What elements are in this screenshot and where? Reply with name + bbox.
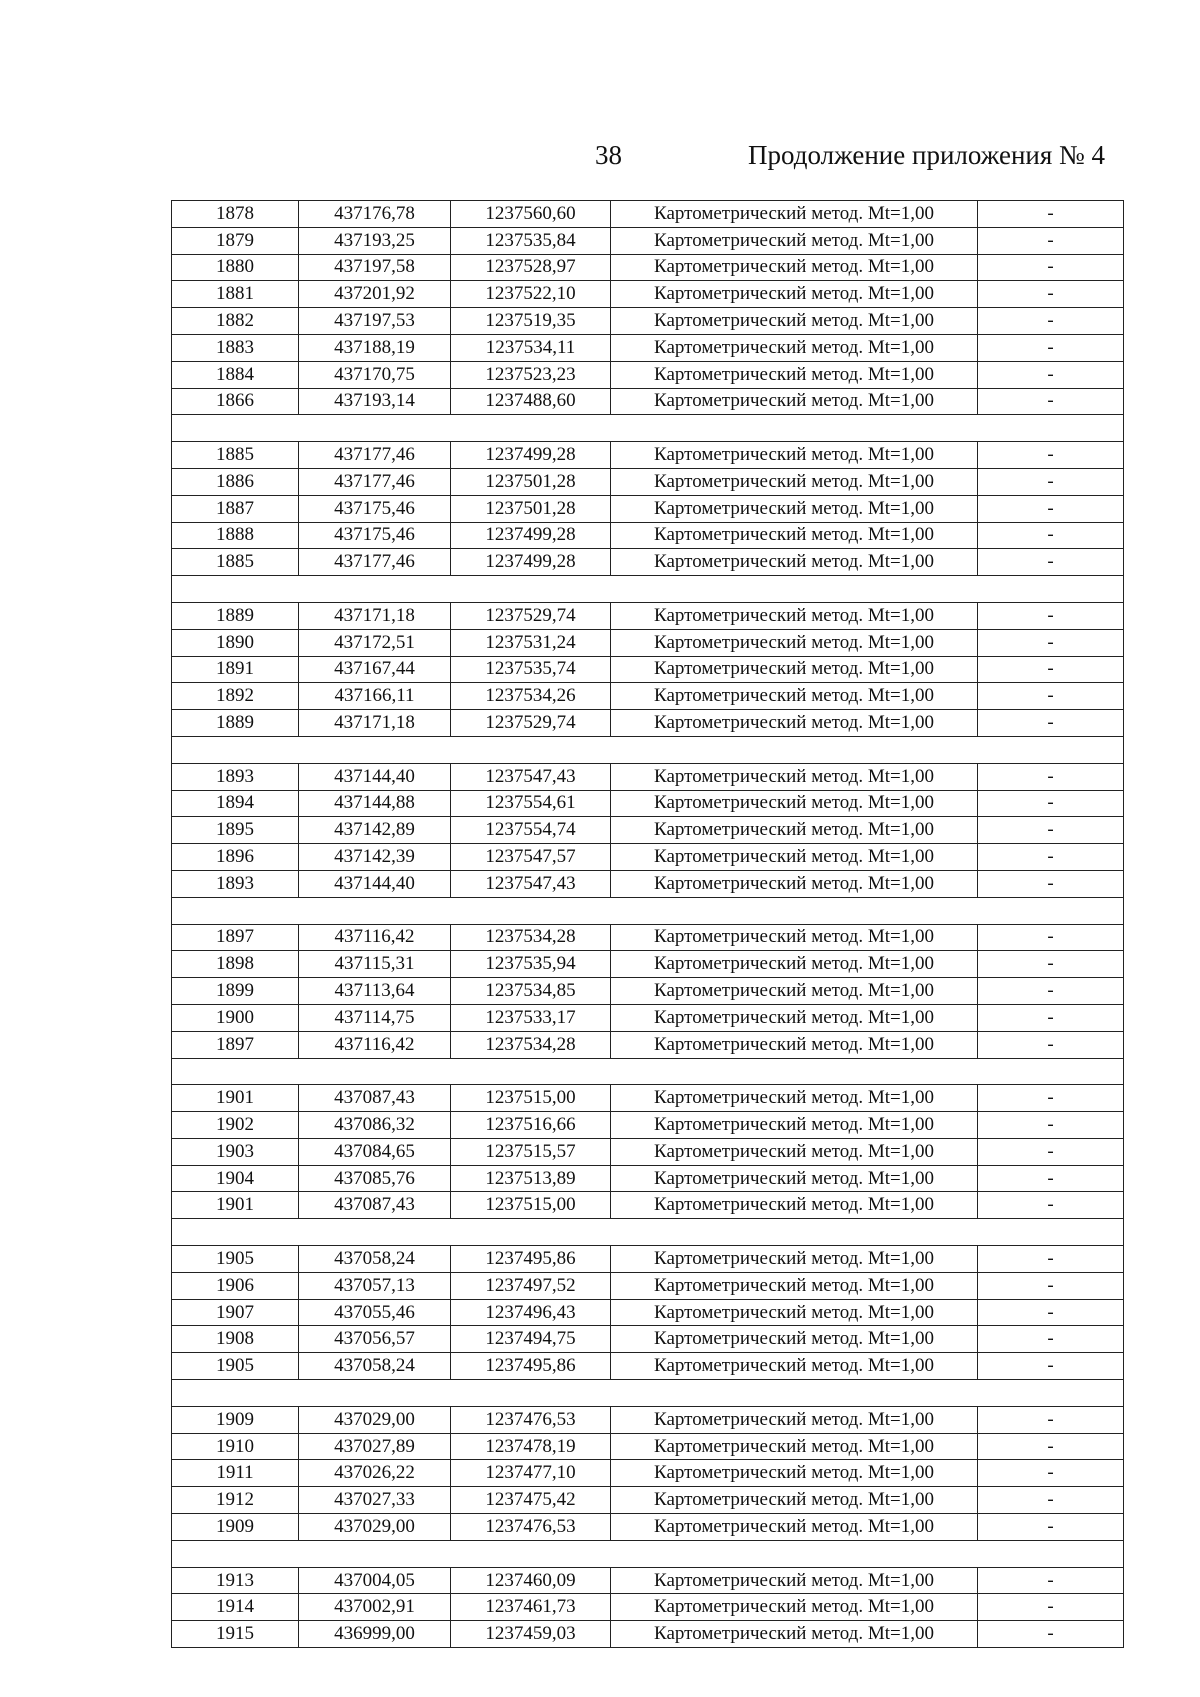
- method-cell: Картометрический метод. Mt=1,00: [611, 817, 978, 844]
- y-coordinate-cell: 1237496,43: [451, 1299, 611, 1326]
- x-coordinate-cell: 437002,91: [299, 1594, 451, 1621]
- group-separator-row: [172, 1219, 1124, 1246]
- point-number-cell: 1884: [172, 361, 299, 388]
- note-cell: -: [978, 790, 1124, 817]
- table-row: [172, 495, 1124, 522]
- x-coordinate-cell: 437085,76: [299, 1165, 451, 1192]
- point-number-cell: 1894: [172, 790, 299, 817]
- group-separator-row: [172, 897, 1124, 924]
- x-coordinate-cell: 437029,00: [299, 1406, 451, 1433]
- note-cell: -: [978, 308, 1124, 335]
- table-row: [172, 1353, 1124, 1380]
- table-row: [172, 1433, 1124, 1460]
- point-number-cell: 1879: [172, 227, 299, 254]
- point-number-cell: 1915: [172, 1621, 299, 1648]
- table-row: [172, 388, 1124, 415]
- note-cell: -: [978, 468, 1124, 495]
- method-cell: Картометрический метод. Mt=1,00: [611, 1406, 978, 1433]
- point-number-cell: 1878: [172, 201, 299, 228]
- method-cell: Картометрический метод. Mt=1,00: [611, 602, 978, 629]
- table-row: [172, 1004, 1124, 1031]
- point-number-cell: 1913: [172, 1567, 299, 1594]
- x-coordinate-cell: 437144,88: [299, 790, 451, 817]
- y-coordinate-cell: 1237547,43: [451, 763, 611, 790]
- note-cell: -: [978, 1085, 1124, 1112]
- method-cell: Картометрический метод. Mt=1,00: [611, 1112, 978, 1139]
- x-coordinate-cell: 437172,51: [299, 629, 451, 656]
- table-row: [172, 1514, 1124, 1541]
- y-coordinate-cell: 1237495,86: [451, 1246, 611, 1273]
- note-cell: -: [978, 1487, 1124, 1514]
- method-cell: Картометрический метод. Mt=1,00: [611, 1165, 978, 1192]
- method-cell: Картометрический метод. Mt=1,00: [611, 1621, 978, 1648]
- page-caption: Продолжение приложения № 4: [748, 140, 1106, 170]
- table-row: [172, 1460, 1124, 1487]
- note-cell: -: [978, 549, 1124, 576]
- point-number-cell: 1905: [172, 1353, 299, 1380]
- table-row: [172, 1594, 1124, 1621]
- point-number-cell: 1889: [172, 602, 299, 629]
- point-number-cell: 1905: [172, 1246, 299, 1273]
- point-number-cell: 1882: [172, 308, 299, 335]
- y-coordinate-cell: 1237475,42: [451, 1487, 611, 1514]
- table-row: [172, 656, 1124, 683]
- x-coordinate-cell: 437004,05: [299, 1567, 451, 1594]
- method-cell: Картометрический метод. Mt=1,00: [611, 1031, 978, 1058]
- y-coordinate-cell: 1237515,00: [451, 1085, 611, 1112]
- method-cell: Картометрический метод. Mt=1,00: [611, 1299, 978, 1326]
- table-row: [172, 683, 1124, 710]
- note-cell: -: [978, 1004, 1124, 1031]
- y-coordinate-cell: 1237533,17: [451, 1004, 611, 1031]
- y-coordinate-cell: 1237554,61: [451, 790, 611, 817]
- method-cell: Картометрический метод. Mt=1,00: [611, 1138, 978, 1165]
- y-coordinate-cell: 1237460,09: [451, 1567, 611, 1594]
- table-row: [172, 951, 1124, 978]
- point-number-cell: 1893: [172, 763, 299, 790]
- table-row: [172, 978, 1124, 1005]
- method-cell: Картометрический метод. Mt=1,00: [611, 468, 978, 495]
- y-coordinate-cell: 1237560,60: [451, 201, 611, 228]
- point-number-cell: 1903: [172, 1138, 299, 1165]
- note-cell: -: [978, 1272, 1124, 1299]
- x-coordinate-cell: 437175,46: [299, 522, 451, 549]
- point-number-cell: 1910: [172, 1433, 299, 1460]
- y-coordinate-cell: 1237501,28: [451, 468, 611, 495]
- group-separator-row: [172, 1058, 1124, 1085]
- x-coordinate-cell: 437086,32: [299, 1112, 451, 1139]
- y-coordinate-cell: 1237535,94: [451, 951, 611, 978]
- point-number-cell: 1909: [172, 1406, 299, 1433]
- note-cell: -: [978, 1326, 1124, 1353]
- x-coordinate-cell: 437026,22: [299, 1460, 451, 1487]
- point-number-cell: 1883: [172, 334, 299, 361]
- x-coordinate-cell: 437144,40: [299, 870, 451, 897]
- point-number-cell: 1886: [172, 468, 299, 495]
- point-number-cell: 1885: [172, 442, 299, 469]
- x-coordinate-cell: 437177,46: [299, 468, 451, 495]
- note-cell: -: [978, 656, 1124, 683]
- separator-cell: [172, 1380, 1124, 1407]
- y-coordinate-cell: 1237522,10: [451, 281, 611, 308]
- x-coordinate-cell: 437175,46: [299, 495, 451, 522]
- x-coordinate-cell: 437058,24: [299, 1246, 451, 1273]
- separator-cell: [172, 415, 1124, 442]
- method-cell: Картометрический метод. Mt=1,00: [611, 951, 978, 978]
- x-coordinate-cell: 437056,57: [299, 1326, 451, 1353]
- x-coordinate-cell: 437087,43: [299, 1085, 451, 1112]
- method-cell: Картометрический метод. Mt=1,00: [611, 870, 978, 897]
- y-coordinate-cell: 1237547,57: [451, 844, 611, 871]
- x-coordinate-cell: 437201,92: [299, 281, 451, 308]
- table-row: [172, 1567, 1124, 1594]
- method-cell: Картометрический метод. Mt=1,00: [611, 281, 978, 308]
- x-coordinate-cell: 437114,75: [299, 1004, 451, 1031]
- method-cell: Картометрический метод. Mt=1,00: [611, 1353, 978, 1380]
- x-coordinate-cell: 437193,14: [299, 388, 451, 415]
- point-number-cell: 1895: [172, 817, 299, 844]
- table-row: [172, 1621, 1124, 1648]
- note-cell: -: [978, 1192, 1124, 1219]
- note-cell: -: [978, 495, 1124, 522]
- x-coordinate-cell: 437193,25: [299, 227, 451, 254]
- point-number-cell: 1892: [172, 683, 299, 710]
- note-cell: -: [978, 1567, 1124, 1594]
- note-cell: -: [978, 1460, 1124, 1487]
- table-row: [172, 1192, 1124, 1219]
- separator-cell: [172, 1058, 1124, 1085]
- x-coordinate-cell: 437142,89: [299, 817, 451, 844]
- x-coordinate-cell: 437027,89: [299, 1433, 451, 1460]
- point-number-cell: 1890: [172, 629, 299, 656]
- method-cell: Картометрический метод. Mt=1,00: [611, 442, 978, 469]
- table-row: [172, 710, 1124, 737]
- x-coordinate-cell: 437170,75: [299, 361, 451, 388]
- point-number-cell: 1885: [172, 549, 299, 576]
- y-coordinate-cell: 1237476,53: [451, 1406, 611, 1433]
- method-cell: Картометрический метод. Mt=1,00: [611, 978, 978, 1005]
- y-coordinate-cell: 1237531,24: [451, 629, 611, 656]
- y-coordinate-cell: 1237494,75: [451, 1326, 611, 1353]
- x-coordinate-cell: 437084,65: [299, 1138, 451, 1165]
- method-cell: Картометрический метод. Mt=1,00: [611, 683, 978, 710]
- point-number-cell: 1881: [172, 281, 299, 308]
- method-cell: Картометрический метод. Mt=1,00: [611, 388, 978, 415]
- point-number-cell: 1908: [172, 1326, 299, 1353]
- note-cell: -: [978, 1353, 1124, 1380]
- point-number-cell: 1914: [172, 1594, 299, 1621]
- note-cell: -: [978, 522, 1124, 549]
- x-coordinate-cell: 437144,40: [299, 763, 451, 790]
- table-row: [172, 1246, 1124, 1273]
- x-coordinate-cell: 436999,00: [299, 1621, 451, 1648]
- table-row: [172, 1085, 1124, 1112]
- note-cell: -: [978, 227, 1124, 254]
- x-coordinate-cell: 437166,11: [299, 683, 451, 710]
- method-cell: Картометрический метод. Mt=1,00: [611, 495, 978, 522]
- x-coordinate-cell: 437197,53: [299, 308, 451, 335]
- point-number-cell: 1889: [172, 710, 299, 737]
- y-coordinate-cell: 1237534,85: [451, 978, 611, 1005]
- table-row: [172, 1138, 1124, 1165]
- point-number-cell: 1888: [172, 522, 299, 549]
- table-row: [172, 1112, 1124, 1139]
- y-coordinate-cell: 1237534,26: [451, 683, 611, 710]
- separator-cell: [172, 736, 1124, 763]
- y-coordinate-cell: 1237515,57: [451, 1138, 611, 1165]
- table-row: [172, 602, 1124, 629]
- note-cell: -: [978, 1621, 1124, 1648]
- y-coordinate-cell: 1237519,35: [451, 308, 611, 335]
- note-cell: -: [978, 978, 1124, 1005]
- note-cell: -: [978, 710, 1124, 737]
- x-coordinate-cell: 437116,42: [299, 1031, 451, 1058]
- separator-cell: [172, 1540, 1124, 1567]
- table-row: [172, 629, 1124, 656]
- method-cell: Картометрический метод. Mt=1,00: [611, 1246, 978, 1273]
- method-cell: Картометрический метод. Mt=1,00: [611, 1085, 978, 1112]
- y-coordinate-cell: 1237515,00: [451, 1192, 611, 1219]
- table-row: [172, 1406, 1124, 1433]
- point-number-cell: 1911: [172, 1460, 299, 1487]
- table-row: [172, 790, 1124, 817]
- x-coordinate-cell: 437171,18: [299, 710, 451, 737]
- y-coordinate-cell: 1237534,28: [451, 924, 611, 951]
- coordinates-table-body: [172, 201, 1124, 1648]
- table-row: [172, 281, 1124, 308]
- x-coordinate-cell: 437115,31: [299, 951, 451, 978]
- method-cell: Картометрический метод. Mt=1,00: [611, 1004, 978, 1031]
- point-number-cell: 1897: [172, 1031, 299, 1058]
- table-row: [172, 442, 1124, 469]
- method-cell: Картометрический метод. Mt=1,00: [611, 844, 978, 871]
- x-coordinate-cell: 437188,19: [299, 334, 451, 361]
- note-cell: -: [978, 361, 1124, 388]
- method-cell: Картометрический метод. Mt=1,00: [611, 763, 978, 790]
- method-cell: Картометрический метод. Mt=1,00: [611, 629, 978, 656]
- method-cell: Картометрический метод. Mt=1,00: [611, 1326, 978, 1353]
- method-cell: Картометрический метод. Mt=1,00: [611, 1514, 978, 1541]
- note-cell: -: [978, 844, 1124, 871]
- note-cell: -: [978, 602, 1124, 629]
- y-coordinate-cell: 1237534,11: [451, 334, 611, 361]
- y-coordinate-cell: 1237459,03: [451, 1621, 611, 1648]
- note-cell: -: [978, 388, 1124, 415]
- table-row: [172, 870, 1124, 897]
- table-row: [172, 1487, 1124, 1514]
- note-cell: -: [978, 1246, 1124, 1273]
- y-coordinate-cell: 1237534,28: [451, 1031, 611, 1058]
- x-coordinate-cell: 437177,46: [299, 549, 451, 576]
- note-cell: -: [978, 442, 1124, 469]
- table-row: [172, 763, 1124, 790]
- table-row: [172, 844, 1124, 871]
- x-coordinate-cell: 437177,46: [299, 442, 451, 469]
- note-cell: -: [978, 951, 1124, 978]
- separator-cell: [172, 576, 1124, 603]
- table-row: [172, 334, 1124, 361]
- y-coordinate-cell: 1237499,28: [451, 522, 611, 549]
- note-cell: -: [978, 254, 1124, 281]
- method-cell: Картометрический метод. Mt=1,00: [611, 201, 978, 228]
- table-row: [172, 1326, 1124, 1353]
- method-cell: Картометрический метод. Mt=1,00: [611, 1594, 978, 1621]
- y-coordinate-cell: 1237495,86: [451, 1353, 611, 1380]
- x-coordinate-cell: 437058,24: [299, 1353, 451, 1380]
- method-cell: Картометрический метод. Mt=1,00: [611, 549, 978, 576]
- note-cell: -: [978, 201, 1124, 228]
- table-row: [172, 1165, 1124, 1192]
- table-row: [172, 361, 1124, 388]
- table-row: [172, 254, 1124, 281]
- y-coordinate-cell: 1237501,28: [451, 495, 611, 522]
- group-separator-row: [172, 1380, 1124, 1407]
- note-cell: -: [978, 1112, 1124, 1139]
- method-cell: Картометрический метод. Mt=1,00: [611, 924, 978, 951]
- point-number-cell: 1907: [172, 1299, 299, 1326]
- point-number-cell: 1897: [172, 924, 299, 951]
- point-number-cell: 1906: [172, 1272, 299, 1299]
- x-coordinate-cell: 437029,00: [299, 1514, 451, 1541]
- y-coordinate-cell: 1237513,89: [451, 1165, 611, 1192]
- note-cell: -: [978, 334, 1124, 361]
- note-cell: -: [978, 1138, 1124, 1165]
- table-row: [172, 201, 1124, 228]
- x-coordinate-cell: 437142,39: [299, 844, 451, 871]
- y-coordinate-cell: 1237535,84: [451, 227, 611, 254]
- method-cell: Картометрический метод. Mt=1,00: [611, 1192, 978, 1219]
- x-coordinate-cell: 437167,44: [299, 656, 451, 683]
- method-cell: Картометрический метод. Mt=1,00: [611, 1433, 978, 1460]
- x-coordinate-cell: 437116,42: [299, 924, 451, 951]
- y-coordinate-cell: 1237516,66: [451, 1112, 611, 1139]
- y-coordinate-cell: 1237529,74: [451, 710, 611, 737]
- note-cell: -: [978, 683, 1124, 710]
- x-coordinate-cell: 437087,43: [299, 1192, 451, 1219]
- note-cell: -: [978, 817, 1124, 844]
- method-cell: Картометрический метод. Mt=1,00: [611, 522, 978, 549]
- page-number: 38: [595, 140, 622, 170]
- y-coordinate-cell: 1237499,28: [451, 549, 611, 576]
- y-coordinate-cell: 1237497,52: [451, 1272, 611, 1299]
- y-coordinate-cell: 1237476,53: [451, 1514, 611, 1541]
- x-coordinate-cell: 437055,46: [299, 1299, 451, 1326]
- y-coordinate-cell: 1237523,23: [451, 361, 611, 388]
- note-cell: -: [978, 1299, 1124, 1326]
- coordinates-table: [171, 200, 1124, 1648]
- table-row: [172, 1272, 1124, 1299]
- separator-cell: [172, 1219, 1124, 1246]
- y-coordinate-cell: 1237478,19: [451, 1433, 611, 1460]
- note-cell: -: [978, 924, 1124, 951]
- y-coordinate-cell: 1237488,60: [451, 388, 611, 415]
- table-row: [172, 549, 1124, 576]
- note-cell: -: [978, 1031, 1124, 1058]
- point-number-cell: 1887: [172, 495, 299, 522]
- y-coordinate-cell: 1237529,74: [451, 602, 611, 629]
- point-number-cell: 1896: [172, 844, 299, 871]
- method-cell: Картометрический метод. Mt=1,00: [611, 790, 978, 817]
- table-row: [172, 522, 1124, 549]
- x-coordinate-cell: 437113,64: [299, 978, 451, 1005]
- note-cell: -: [978, 870, 1124, 897]
- y-coordinate-cell: 1237535,74: [451, 656, 611, 683]
- method-cell: Картометрический метод. Mt=1,00: [611, 1487, 978, 1514]
- x-coordinate-cell: 437171,18: [299, 602, 451, 629]
- point-number-cell: 1901: [172, 1192, 299, 1219]
- note-cell: -: [978, 763, 1124, 790]
- y-coordinate-cell: 1237547,43: [451, 870, 611, 897]
- point-number-cell: 1866: [172, 388, 299, 415]
- table-row: [172, 1299, 1124, 1326]
- method-cell: Картометрический метод. Mt=1,00: [611, 1272, 978, 1299]
- point-number-cell: 1901: [172, 1085, 299, 1112]
- point-number-cell: 1909: [172, 1514, 299, 1541]
- x-coordinate-cell: 437176,78: [299, 201, 451, 228]
- table-row: [172, 924, 1124, 951]
- note-cell: -: [978, 1433, 1124, 1460]
- y-coordinate-cell: 1237554,74: [451, 817, 611, 844]
- point-number-cell: 1880: [172, 254, 299, 281]
- method-cell: Картометрический метод. Mt=1,00: [611, 361, 978, 388]
- group-separator-row: [172, 415, 1124, 442]
- y-coordinate-cell: 1237499,28: [451, 442, 611, 469]
- point-number-cell: 1891: [172, 656, 299, 683]
- y-coordinate-cell: 1237528,97: [451, 254, 611, 281]
- method-cell: Картометрический метод. Mt=1,00: [611, 254, 978, 281]
- note-cell: -: [978, 1165, 1124, 1192]
- point-number-cell: 1898: [172, 951, 299, 978]
- y-coordinate-cell: 1237477,10: [451, 1460, 611, 1487]
- x-coordinate-cell: 437057,13: [299, 1272, 451, 1299]
- point-number-cell: 1899: [172, 978, 299, 1005]
- note-cell: -: [978, 1406, 1124, 1433]
- note-cell: -: [978, 629, 1124, 656]
- group-separator-row: [172, 1540, 1124, 1567]
- table-row: [172, 227, 1124, 254]
- method-cell: Картометрический метод. Mt=1,00: [611, 308, 978, 335]
- method-cell: Картометрический метод. Mt=1,00: [611, 1567, 978, 1594]
- x-coordinate-cell: 437027,33: [299, 1487, 451, 1514]
- point-number-cell: 1900: [172, 1004, 299, 1031]
- x-coordinate-cell: 437197,58: [299, 254, 451, 281]
- point-number-cell: 1902: [172, 1112, 299, 1139]
- y-coordinate-cell: 1237461,73: [451, 1594, 611, 1621]
- note-cell: -: [978, 281, 1124, 308]
- method-cell: Картометрический метод. Mt=1,00: [611, 1460, 978, 1487]
- point-number-cell: 1904: [172, 1165, 299, 1192]
- method-cell: Картометрический метод. Mt=1,00: [611, 227, 978, 254]
- table-row: [172, 468, 1124, 495]
- group-separator-row: [172, 576, 1124, 603]
- group-separator-row: [172, 736, 1124, 763]
- note-cell: -: [978, 1594, 1124, 1621]
- table-row: [172, 308, 1124, 335]
- table-row: [172, 1031, 1124, 1058]
- method-cell: Картометрический метод. Mt=1,00: [611, 656, 978, 683]
- method-cell: Картометрический метод. Mt=1,00: [611, 334, 978, 361]
- point-number-cell: 1912: [172, 1487, 299, 1514]
- method-cell: Картометрический метод. Mt=1,00: [611, 710, 978, 737]
- table-row: [172, 817, 1124, 844]
- point-number-cell: 1893: [172, 870, 299, 897]
- note-cell: -: [978, 1514, 1124, 1541]
- separator-cell: [172, 897, 1124, 924]
